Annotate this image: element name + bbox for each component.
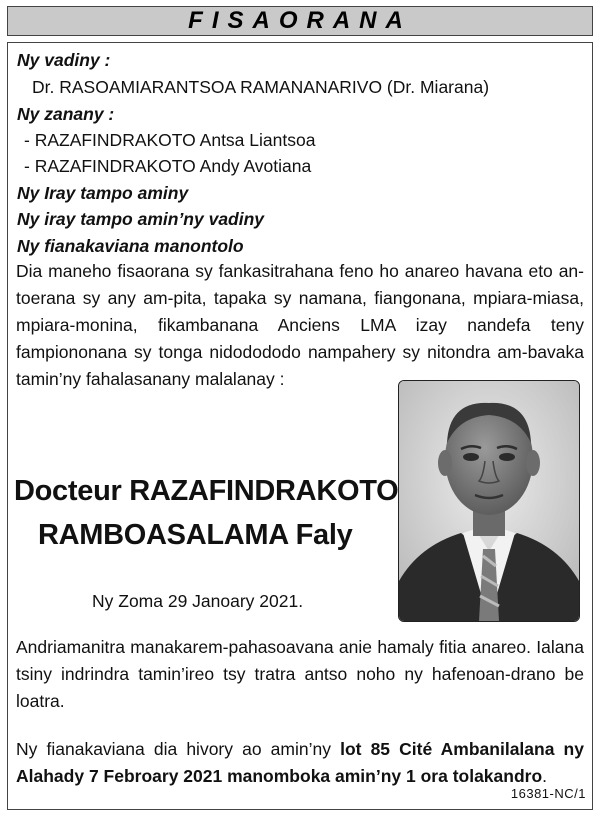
notice-header (7, 6, 593, 36)
deceased-name-line2: RAMBOASALAMA Faly (38, 519, 353, 551)
family-line: Ny fianakaviana manontolo (17, 236, 244, 256)
thanks-paragraph: Dia maneho fisaorana sy fankasitrahana feno ho anareo havana eto an-toerana sy any am-pita, tapaka sy namana, fiangonana, mpiara-miasa, mpiara-monina, fikambanana Anciens LMA izay nandefa teny fampiononana sy tonga nidodododo nampahery sy nitondra am-bavaka tamin’ny fahalasanany malalanay : (16, 261, 584, 389)
announcement-paragraph (16, 736, 584, 790)
deceased-name-line1: Docteur RAZAFINDRAKOTO (14, 475, 399, 507)
announcement-suffix: . (542, 766, 548, 786)
portrait-photo-icon (399, 381, 579, 621)
death-date: Ny Zoma 29 Janoary 2021. (92, 591, 304, 611)
child-item: - RAZAFINDRAKOTO Andy Avotiana (24, 156, 312, 176)
announcement-prefix: Ny fianakaviana dia hivory ao amin’ny (16, 739, 341, 759)
child-item: - RAZAFINDRAKOTO Antsa Liantsoa (24, 130, 316, 150)
portrait-photo (398, 380, 580, 622)
siblings-line: Ny Iray tampo aminy (17, 183, 189, 203)
in-laws-line: Ny iray tampo amin’ny vadiny (17, 209, 265, 229)
children-heading: Ny zanany : (17, 104, 115, 124)
announcement-location: lot 85 Cité Ambanilalana ny Alahady 7 Febroary 2021 manomboka amin’ny 1 ora tolakandro (16, 739, 584, 786)
header-title: FISAORANA (188, 7, 412, 34)
spouse-heading: Ny vadiny : (17, 50, 111, 70)
reference-code: 16381-NC/1 (510, 786, 586, 801)
blessing-paragraph: Andriamanitra manakarem-pahasoavana anie hamaly fitia anareo. Ialana tsiny indrindra tamin’ireo tsy tratra antso noho ny hafenoan-drano be loatra. (16, 637, 584, 711)
spouse-name: Dr. RASOAMIARANTSOA RAMANANARIVO (Dr. Miarana) (32, 77, 490, 97)
